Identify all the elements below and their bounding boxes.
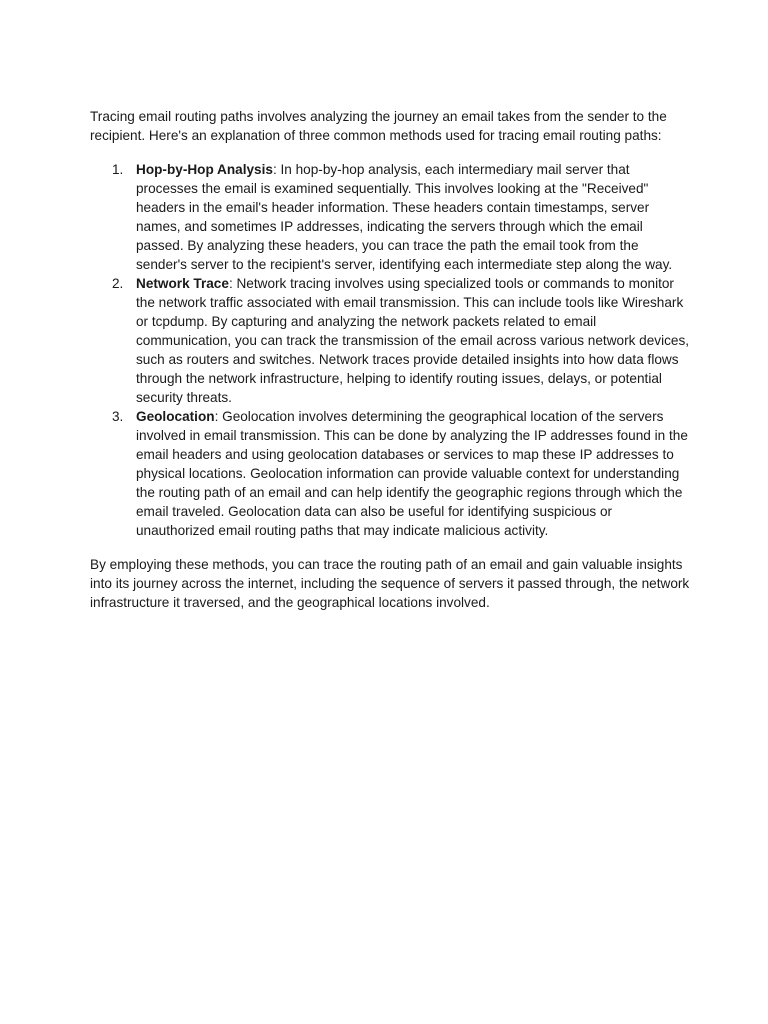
method-item-network-trace <box>90 274 690 407</box>
method-title: Geolocation <box>136 409 215 424</box>
list-number: 1. <box>112 162 124 177</box>
list-number: 2. <box>112 276 124 291</box>
methods-list <box>90 160 690 540</box>
document-page <box>90 107 690 627</box>
method-description: : In hop-by-hop analysis, each intermediary mail server that processes the email is examined sequentially. This involves looking at the "Received" headers in the email's header information. These headers contain timestamps, server names, and sometimes IP addresses, indicating the servers through which the email passed. By analyzing these headers, you can trace the path the email took from the sender's server to the recipient's server, identifying each intermediate step along the way. <box>136 162 673 272</box>
method-description: : Network tracing involves using specialized tools or commands to monitor the network traffic associated with email transmission. This can include tools like Wireshark or tcpdump. By capturing and analyzing the network packets related to email communication, you can track the transmission of the email across various network devices, such as routers and switches. Network traces provide detailed insights into how data flows through the network infrastructure, helping to identify routing issues, delays, or potential security threats. <box>136 276 690 405</box>
method-item-geolocation <box>90 407 690 540</box>
method-title: Hop-by-Hop Analysis <box>136 162 273 177</box>
intro-paragraph: Tracing email routing paths involves analyzing the journey an email takes from the sender to the recipient. Here's an explanation of three common methods used for tracing email routing paths: <box>90 109 667 143</box>
list-number: 3. <box>112 409 124 424</box>
conclusion-paragraph: By employing these methods, you can trace the routing path of an email and gain valuable insights into its journey across the internet, including the sequence of servers it passed through, the network infrastructure it traversed, and the geographical locations involved. <box>90 557 690 610</box>
method-description: : Geolocation involves determining the geographical location of the servers involved in email transmission. This can be done by analyzing the IP addresses found in the email headers and using geolocation databases or services to map these IP addresses to physical locations. Geolocation information can provide valuable context for understanding the routing path of an email and can help identify the geographic regions through which the email traveled. Geolocation data can also be useful for identifying suspicious or unauthorized email routing paths that may indicate malicious activity. <box>136 409 688 538</box>
method-item-hop-by-hop <box>90 160 690 274</box>
method-title: Network Trace <box>136 276 229 291</box>
